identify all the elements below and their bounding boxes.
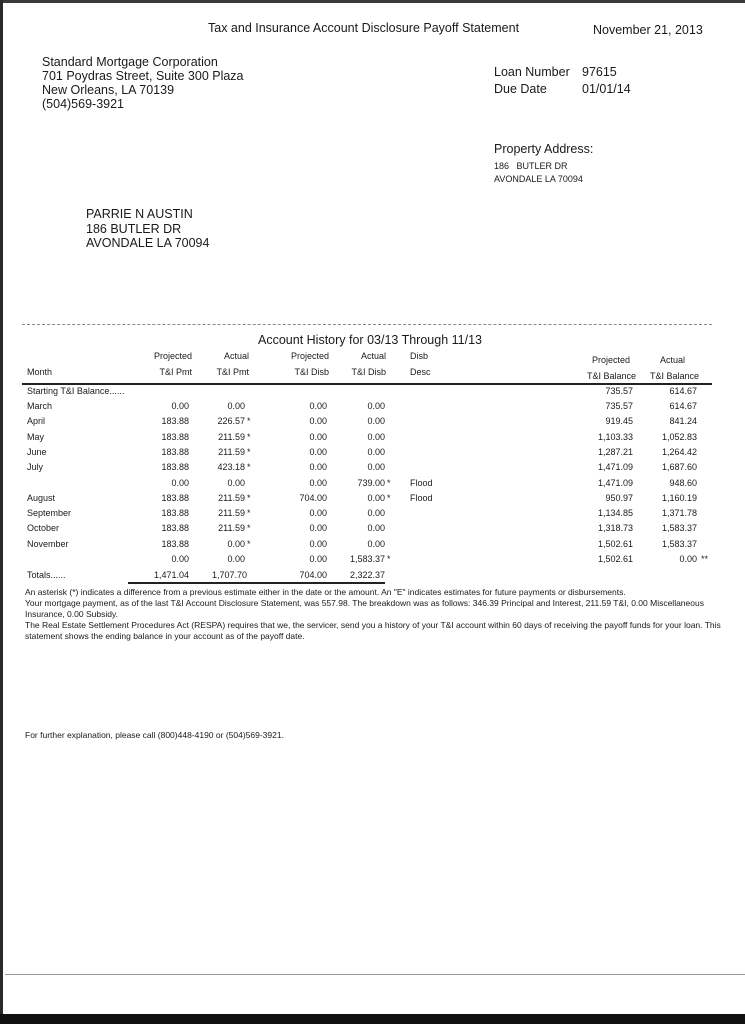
cell-month-value: July bbox=[27, 462, 44, 472]
asterisk-marker: * bbox=[247, 447, 251, 457]
cell-proj-pmt bbox=[137, 432, 189, 443]
cell-proj-pmt-value: 183.88 bbox=[161, 416, 189, 426]
cell-act-balance bbox=[643, 447, 697, 458]
table-row bbox=[0, 508, 745, 521]
table-row bbox=[0, 401, 745, 414]
cell-desc-value: Flood bbox=[410, 478, 433, 488]
cell-act-pmt bbox=[193, 416, 255, 427]
cell-proj-balance bbox=[578, 432, 633, 443]
cell-proj-balance bbox=[578, 523, 633, 534]
cell-act-balance-value: 1,160.19 bbox=[661, 493, 697, 503]
asterisk-marker: * bbox=[247, 432, 251, 442]
cell-act-balance-value: 1,583.37 bbox=[661, 539, 697, 549]
cell-proj-pmt bbox=[137, 447, 189, 458]
cell-proj-balance-value: 1,103.33 bbox=[597, 432, 633, 442]
table-row bbox=[0, 416, 745, 429]
header-act-bal-2: T&I Balance bbox=[649, 371, 699, 381]
cell-month bbox=[27, 493, 55, 504]
asterisk-marker: * bbox=[247, 508, 251, 518]
cell-act-disb bbox=[325, 416, 395, 427]
table-row bbox=[0, 539, 745, 552]
header-act-bal-1: Actual bbox=[659, 355, 685, 365]
cell-act-disb-value: 0.00 bbox=[367, 539, 385, 549]
loan-number: 97615 bbox=[582, 65, 617, 79]
header-proj-disb-1: Projected bbox=[290, 351, 329, 361]
cell-act-pmt-value: 423.18 bbox=[217, 462, 245, 472]
header-proj-bal-2: T&I Balance bbox=[586, 371, 636, 381]
cell-act-pmt bbox=[193, 508, 255, 519]
cell-proj-disb bbox=[268, 462, 327, 473]
cell-act-pmt-value: 211.59 bbox=[218, 493, 245, 503]
cell-proj-balance-value: 1,318.73 bbox=[597, 523, 633, 533]
scan-bottom-edge bbox=[0, 1014, 745, 1024]
cell-proj-pmt-value: 0.00 bbox=[171, 401, 189, 411]
cell-act-pmt-value: 0.00 bbox=[227, 554, 245, 564]
cell-proj-pmt bbox=[137, 539, 189, 550]
dashed-divider bbox=[22, 324, 712, 325]
totals-act-disb: 2,322.37 bbox=[349, 570, 385, 580]
cell-act-balance bbox=[643, 554, 697, 565]
cell-desc bbox=[410, 493, 433, 504]
table-row bbox=[0, 462, 745, 475]
cell-act-disb bbox=[325, 554, 395, 565]
cell-proj-disb-value: 0.00 bbox=[309, 416, 327, 426]
double-asterisk-marker bbox=[701, 554, 708, 565]
cell-proj-disb-value: 0.00 bbox=[309, 539, 327, 549]
loan-number-label: Loan Number bbox=[494, 65, 570, 79]
cell-act-disb bbox=[325, 539, 395, 550]
cell-proj-disb-value: 0.00 bbox=[309, 432, 327, 442]
cell-act-balance bbox=[643, 432, 697, 443]
header-act-disb-1: Actual bbox=[360, 351, 386, 361]
due-date-label: Due Date bbox=[494, 82, 547, 96]
cell-act-disb-value: 1,583.37 bbox=[349, 554, 385, 564]
asterisk-marker: * bbox=[247, 493, 251, 503]
cell-proj-pmt bbox=[137, 478, 189, 489]
asterisk-marker: * bbox=[387, 493, 391, 503]
cell-act-pmt-value: 0.00 bbox=[227, 401, 245, 411]
cell-act-disb-value: 0.00 bbox=[367, 493, 385, 503]
cell-proj-balance-value: 1,502.61 bbox=[597, 554, 633, 564]
loan-info bbox=[494, 64, 631, 98]
cell-act-pmt bbox=[193, 554, 255, 565]
cell-month bbox=[27, 432, 44, 443]
cell-proj-disb bbox=[268, 554, 327, 565]
cell-proj-disb bbox=[268, 523, 327, 534]
cell-act-balance bbox=[643, 478, 697, 489]
due-date: 01/01/14 bbox=[582, 82, 631, 96]
cell-proj-balance-value: 950.97 bbox=[605, 493, 633, 503]
document-title: Tax and Insurance Account Disclosure Payoff Statement bbox=[208, 21, 520, 35]
cell-proj-pmt bbox=[137, 508, 189, 519]
cell-proj-disb bbox=[268, 401, 327, 412]
table-row bbox=[0, 493, 745, 506]
cell-act-disb-value: 0.00 bbox=[367, 447, 385, 457]
asterisk-marker: * bbox=[247, 523, 251, 533]
cell-act-pmt-value: 211.59 bbox=[218, 523, 245, 533]
cell-act-disb-value: 0.00 bbox=[367, 401, 385, 411]
cell-proj-disb bbox=[268, 478, 327, 489]
cell-act-balance bbox=[643, 462, 697, 473]
cell-proj-pmt bbox=[137, 523, 189, 534]
cell-act-disb bbox=[325, 523, 395, 534]
header-act-pmt-2: T&I Pmt bbox=[216, 367, 249, 377]
table-row bbox=[0, 478, 745, 491]
cell-month bbox=[27, 508, 71, 519]
cell-month-value: October bbox=[27, 523, 60, 533]
recipient-line-2: AVONDALE LA 70094 bbox=[86, 236, 210, 250]
cell-proj-disb bbox=[268, 432, 327, 443]
property-address-label: Property Address: bbox=[494, 142, 594, 156]
cell-proj-balance bbox=[578, 493, 633, 504]
cell-act-balance-value: 614.67 bbox=[669, 401, 697, 411]
starting-balance-row bbox=[0, 386, 745, 399]
header-act-disb-2: T&I Disb bbox=[351, 367, 386, 377]
cell-proj-disb-value: 0.00 bbox=[309, 478, 327, 488]
cell-proj-pmt bbox=[137, 493, 189, 504]
cell-proj-balance-value: 919.45 bbox=[605, 416, 633, 426]
cell-desc bbox=[410, 478, 433, 489]
header-proj-bal-1: Projected bbox=[591, 355, 630, 365]
cell-proj-pmt-value: 183.88 bbox=[161, 508, 189, 518]
cell-act-pmt-value: 0.00 bbox=[227, 478, 245, 488]
cell-proj-pmt-value: 183.88 bbox=[161, 432, 189, 442]
note-respa: The Real Estate Settlement Procedures Act (RESPA) requires that we, the servicer, send you a history of your T&I account within 60 days of receiving the payoff funds for your loan. This statement shows the ending balance in your account as of the payoff date. bbox=[25, 620, 721, 641]
company-address-2: New Orleans, LA 70139 bbox=[42, 83, 175, 97]
cell-act-pmt-value: 0.00 bbox=[227, 539, 245, 549]
cell-proj-pmt-value: 0.00 bbox=[171, 478, 189, 488]
cell-month-value: September bbox=[27, 508, 72, 518]
cell-proj-balance bbox=[578, 539, 633, 550]
property-address bbox=[494, 160, 583, 186]
cell-proj-balance-value: 1,134.85 bbox=[597, 508, 633, 518]
header-desc-1: Disb bbox=[410, 351, 429, 361]
cell-act-disb bbox=[325, 447, 395, 458]
cell-proj-balance bbox=[578, 478, 633, 489]
cell-proj-pmt-value: 183.88 bbox=[161, 447, 189, 457]
scan-top-edge bbox=[0, 0, 745, 3]
cell-proj-pmt bbox=[137, 462, 189, 473]
cell-act-balance-value: 948.60 bbox=[669, 478, 697, 488]
cell-proj-pmt-value: 0.00 bbox=[171, 554, 189, 564]
header-proj-pmt-2: T&I Pmt bbox=[159, 367, 192, 377]
note-payment: Your mortgage payment, as of the last T&I Account Disclosure Statement, was 557.98. The breakdown was as follows: 346.39 Principal and Interest, 211.59 T&I, 0.00 Miscellaneous Insurance, 0.00 Subsidy. bbox=[25, 598, 704, 619]
header-act-pmt-1: Actual bbox=[223, 351, 249, 361]
header-proj-pmt-1: Projected bbox=[153, 351, 192, 361]
cell-act-pmt bbox=[193, 539, 255, 550]
cell-act-balance bbox=[643, 539, 697, 550]
cell-act-pmt bbox=[193, 401, 255, 412]
cell-proj-disb bbox=[268, 539, 327, 550]
cell-act-pmt-value: 226.57 bbox=[217, 416, 245, 426]
recipient-name: PARRIE N AUSTIN bbox=[86, 207, 193, 221]
cell-act-balance bbox=[643, 493, 697, 504]
totals-label: Totals...... bbox=[27, 570, 66, 580]
cell-act-balance bbox=[643, 508, 697, 519]
property-line-1: 186 BUTLER DR bbox=[494, 161, 568, 171]
statement-date: November 21, 2013 bbox=[593, 23, 703, 37]
cell-month-value: May bbox=[27, 432, 45, 442]
cell-month bbox=[27, 447, 47, 458]
cell-act-balance-value: 841.24 bbox=[669, 416, 697, 426]
header-proj-disb-2: T&I Disb bbox=[294, 367, 329, 377]
cell-month bbox=[27, 462, 43, 473]
further-explanation: For further explanation, please call (800)448-4190 or (504)569-3921. bbox=[25, 730, 284, 740]
history-title: Account History for 03/13 Through 11/13 bbox=[258, 333, 482, 347]
header-desc-2: Desc bbox=[410, 367, 431, 377]
cell-act-disb bbox=[325, 508, 395, 519]
cell-proj-balance-value: 1,471.09 bbox=[597, 462, 633, 472]
totals-proj-pmt: 1,471.04 bbox=[153, 570, 189, 580]
cell-act-pmt-value: 211.59 bbox=[218, 432, 245, 442]
table-row bbox=[0, 447, 745, 460]
company-address-1: 701 Poydras Street, Suite 300 Plaza bbox=[42, 69, 244, 83]
cell-proj-disb bbox=[268, 493, 327, 504]
cell-act-pmt bbox=[193, 493, 255, 504]
asterisk-marker: * bbox=[387, 478, 391, 488]
cell-act-disb bbox=[325, 462, 395, 473]
cell-proj-disb-value: 0.00 bbox=[309, 554, 327, 564]
cell-proj-disb-value: 0.00 bbox=[309, 508, 327, 518]
cell-act-pmt-value: 211.59 bbox=[218, 508, 245, 518]
company-name: Standard Mortgage Corporation bbox=[42, 55, 218, 69]
cell-act-disb bbox=[325, 493, 395, 504]
cell-proj-pmt bbox=[137, 554, 189, 565]
cell-act-disb-value: 0.00 bbox=[367, 432, 385, 442]
cell-month-value: August bbox=[27, 493, 56, 503]
cell-proj-pmt-value: 183.88 bbox=[161, 493, 189, 503]
cell-proj-pmt-value: 183.88 bbox=[161, 462, 189, 472]
cell-proj-disb-value: 0.00 bbox=[309, 462, 327, 472]
company-block bbox=[42, 55, 244, 111]
cell-month bbox=[27, 539, 69, 550]
cell-proj-disb-value: 0.00 bbox=[309, 447, 327, 457]
cell-month-value: June bbox=[27, 447, 47, 457]
cell-proj-balance bbox=[578, 508, 633, 519]
asterisk-marker: * bbox=[247, 416, 251, 426]
cell-act-disb bbox=[325, 432, 395, 443]
header-rule bbox=[22, 383, 712, 385]
cell-proj-balance-value: 735.57 bbox=[605, 401, 633, 411]
cell-proj-pmt bbox=[137, 401, 189, 412]
starting-act-balance: 614.67 bbox=[669, 386, 697, 396]
cell-act-balance-value: 1,371.78 bbox=[661, 508, 697, 518]
cell-month bbox=[27, 401, 52, 412]
cell-month-value: March bbox=[27, 401, 53, 411]
note-asterisk: An asterisk (*) indicates a difference from a previous estimate either in the date or the amount. An "E" indicates estimates for future payments or disbursements. bbox=[25, 587, 626, 597]
cell-proj-balance bbox=[578, 401, 633, 412]
cell-proj-balance-value: 1,502.61 bbox=[597, 539, 633, 549]
starting-balance-label: Starting T&I Balance...... bbox=[27, 386, 125, 396]
company-phone: (504)569-3921 bbox=[42, 97, 125, 111]
cell-proj-balance bbox=[578, 462, 633, 473]
cell-act-balance bbox=[643, 401, 697, 412]
cell-act-pmt bbox=[193, 447, 255, 458]
cell-act-balance bbox=[643, 416, 697, 427]
cell-proj-balance bbox=[578, 554, 633, 565]
cell-proj-pmt-value: 183.88 bbox=[161, 523, 189, 533]
table-row bbox=[0, 432, 745, 445]
cell-proj-pmt-value: 183.88 bbox=[161, 539, 189, 549]
recipient-line-1: 186 BUTLER DR bbox=[86, 221, 182, 236]
asterisk-marker: * bbox=[387, 554, 391, 564]
cell-proj-disb-value: 0.00 bbox=[309, 523, 327, 533]
cell-act-disb-value: 0.00 bbox=[367, 523, 385, 533]
cell-act-disb-value: 0.00 bbox=[367, 462, 385, 472]
cell-proj-disb-value: 704.00 bbox=[299, 493, 327, 503]
double-asterisk-marker-value: ** bbox=[701, 554, 709, 564]
cell-proj-disb bbox=[268, 416, 327, 427]
cell-act-balance bbox=[643, 523, 697, 534]
cell-month-value: April bbox=[27, 416, 46, 426]
recipient-block bbox=[86, 207, 209, 251]
cell-act-balance-value: 1,264.42 bbox=[661, 447, 697, 457]
asterisk-marker: * bbox=[247, 462, 251, 472]
asterisk-marker: * bbox=[247, 539, 251, 549]
header-month: Month bbox=[27, 367, 53, 377]
cell-proj-disb-value: 0.00 bbox=[309, 401, 327, 411]
cell-act-balance-value: 0.00 bbox=[679, 554, 697, 564]
table-row bbox=[0, 554, 745, 567]
cell-proj-disb bbox=[268, 447, 327, 458]
totals-proj-disb: 704.00 bbox=[299, 570, 327, 580]
cell-act-disb-value: 0.00 bbox=[367, 508, 385, 518]
cell-act-pmt bbox=[193, 462, 255, 473]
totals-rule bbox=[128, 582, 385, 584]
cell-act-pmt-value: 211.59 bbox=[218, 447, 245, 457]
cell-act-pmt bbox=[193, 478, 255, 489]
cell-proj-balance-value: 1,287.21 bbox=[597, 447, 633, 457]
cell-proj-balance-value: 1,471.09 bbox=[597, 478, 633, 488]
cell-act-disb bbox=[325, 478, 395, 489]
cell-act-disb-value: 0.00 bbox=[367, 416, 385, 426]
cell-act-balance-value: 1,583.37 bbox=[661, 523, 697, 533]
cell-proj-balance bbox=[578, 416, 633, 427]
notes-block bbox=[25, 587, 725, 642]
cell-act-pmt bbox=[193, 432, 255, 443]
cell-act-disb-value: 739.00 bbox=[357, 478, 385, 488]
cell-act-balance-value: 1,687.60 bbox=[661, 462, 697, 472]
cell-month bbox=[27, 523, 59, 534]
cell-proj-pmt bbox=[137, 416, 189, 427]
starting-proj-balance: 735.57 bbox=[605, 386, 633, 396]
totals-act-pmt: 1,707.70 bbox=[211, 570, 247, 580]
cell-month bbox=[27, 416, 45, 427]
cell-desc-value: Flood bbox=[410, 493, 433, 503]
cell-act-balance-value: 1,052.83 bbox=[661, 432, 697, 442]
footer-rule bbox=[5, 974, 745, 975]
cell-proj-balance bbox=[578, 447, 633, 458]
table-row bbox=[0, 523, 745, 536]
cell-act-disb bbox=[325, 401, 395, 412]
cell-act-pmt bbox=[193, 523, 255, 534]
cell-proj-disb bbox=[268, 508, 327, 519]
property-line-2: AVONDALE LA 70094 bbox=[494, 174, 583, 184]
cell-month-value: November bbox=[27, 539, 69, 549]
